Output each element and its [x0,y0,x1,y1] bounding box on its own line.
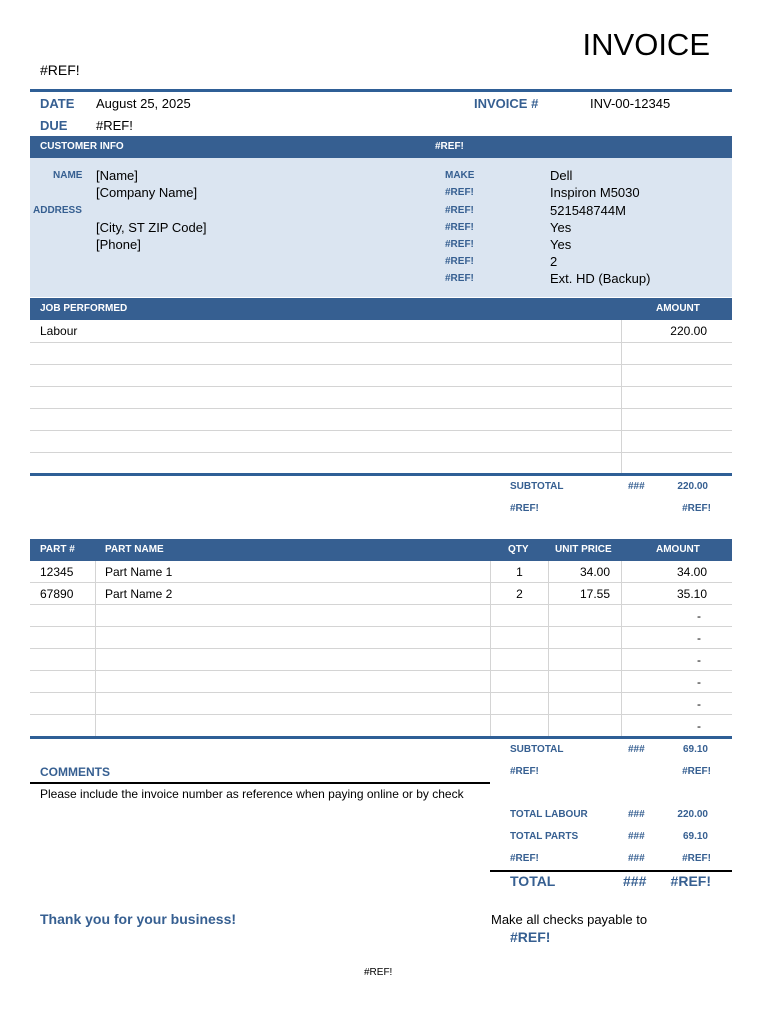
customer-info-label: CUSTOMER INFO [40,141,124,152]
parts-ref-value: #REF! [682,766,711,777]
device-info-label: #REF! [435,141,464,152]
part-name-header: PART NAME [105,544,164,555]
job-row-desc: Labour [40,324,78,338]
bottom-ref: #REF! [364,967,393,978]
job-amount-label: AMOUNT [656,303,700,314]
job-subtotal-mid: ### [628,481,645,492]
device-label: #REF! [445,205,474,216]
device-value: 521548744M [550,203,626,218]
device-label: #REF! [445,273,474,284]
comments-label: COMMENTS [40,765,110,779]
table-row [30,714,732,715]
total-parts-label: TOTAL PARTS [510,831,579,842]
company-name: #REF! [40,62,80,78]
job-ref-label: #REF! [510,503,539,514]
job-subtotal-value: 220.00 [677,481,708,492]
part-amount: 34.00 [676,565,707,579]
total-ref-label: #REF! [510,853,539,864]
invoice-title: INVOICE [582,27,710,62]
total-parts-value: 69.10 [682,831,708,842]
table-row [30,386,732,387]
device-value: Inspiron M5030 [550,185,640,200]
table-row [30,342,732,343]
table-row [30,452,732,453]
customer-company: [Company Name] [96,185,198,200]
total-ref-value: #REF! [682,853,711,864]
device-label: #REF! [445,187,474,198]
table-row [30,692,732,693]
part-unit-price: 34.00 [579,565,610,579]
unit-price-header: UNIT PRICE [555,544,612,555]
date-label: DATE [40,96,75,111]
device-label: MAKE [445,170,475,181]
customer-phone: [Phone] [96,237,141,252]
part-number-header: PART # [40,544,75,555]
table-row [30,364,732,365]
device-label: #REF! [445,239,474,250]
customer-info-header [30,136,732,158]
part-amount: - [697,609,701,623]
grand-total-value: #REF! [670,873,711,889]
part-amount: - [697,719,701,733]
table-row [30,670,732,671]
table-row [30,648,732,649]
comments-rule [30,782,490,784]
due-label: DUE [40,118,68,133]
total-labour-value: 220.00 [677,809,708,820]
parts-amount-header: AMOUNT [656,544,700,555]
total-parts-mid: ### [628,831,645,842]
device-value: Yes [550,220,572,235]
device-label: #REF! [445,256,474,267]
total-rule [490,870,732,872]
part-amount: - [697,631,701,645]
device-value: 2 [550,254,558,269]
parts-subtotal-mid: ### [628,744,645,755]
part-name: Part Name 2 [105,587,173,601]
part-number: 67890 [40,587,74,601]
customer-name-label: NAME [53,170,83,181]
customer-city: [City, ST ZIP Code] [96,220,207,235]
device-value: Ext. HD (Backup) [550,271,651,286]
payable-text: Make all checks payable to [491,912,648,927]
device-value: Yes [550,237,572,252]
parts-ref-label: #REF! [510,766,539,777]
customer-name: [Name] [96,168,138,183]
job-performed-label: JOB PERFORMED [40,303,128,314]
part-amount: - [697,675,701,689]
grand-total-mid: ### [623,873,647,889]
job-subtotal-label: SUBTOTAL [510,481,564,492]
table-row [30,408,732,409]
payable-to-value: #REF! [510,929,551,945]
part-qty: 2 [516,587,523,601]
grand-total-label: TOTAL [510,873,556,889]
date-value: August 25, 2025 [96,96,191,111]
table-row [30,626,732,627]
job-column-divider [621,320,622,474]
comments-text: Please include the invoice number as reference when paying online or by check [40,787,464,801]
due-value: #REF! [96,118,133,133]
part-unit-price: 17.55 [579,587,610,601]
part-amount: - [697,653,701,667]
customer-address-label: ADDRESS [33,205,82,216]
parts-table-bottom-rule [30,736,732,739]
parts-column-divider [95,561,96,737]
job-table-header [30,298,732,320]
part-number: 12345 [40,565,74,579]
table-row [30,430,732,431]
table-row [30,582,732,583]
parts-table-header [30,539,732,561]
total-labour-mid: ### [628,809,645,820]
part-amount: 35.10 [676,587,707,601]
total-labour-label: TOTAL LABOUR [510,809,588,820]
parts-subtotal-value: 69.10 [682,744,708,755]
job-ref-value: #REF! [682,503,711,514]
qty-header: QTY [508,544,529,555]
job-row-amount: 220.00 [670,324,707,338]
device-value: Dell [550,168,573,183]
header-top-rule [30,89,732,92]
invoice-number-label: INVOICE # [474,96,539,111]
invoice-number-value: INV-00-12345 [590,96,671,111]
thank-you-message: Thank you for your business! [40,911,237,927]
device-label: #REF! [445,222,474,233]
part-qty: 1 [516,565,523,579]
table-row [30,604,732,605]
part-name: Part Name 1 [105,565,173,579]
part-amount: - [697,697,701,711]
job-table-bottom-rule [30,473,732,476]
parts-subtotal-label: SUBTOTAL [510,744,564,755]
total-ref-mid: ### [628,853,645,864]
